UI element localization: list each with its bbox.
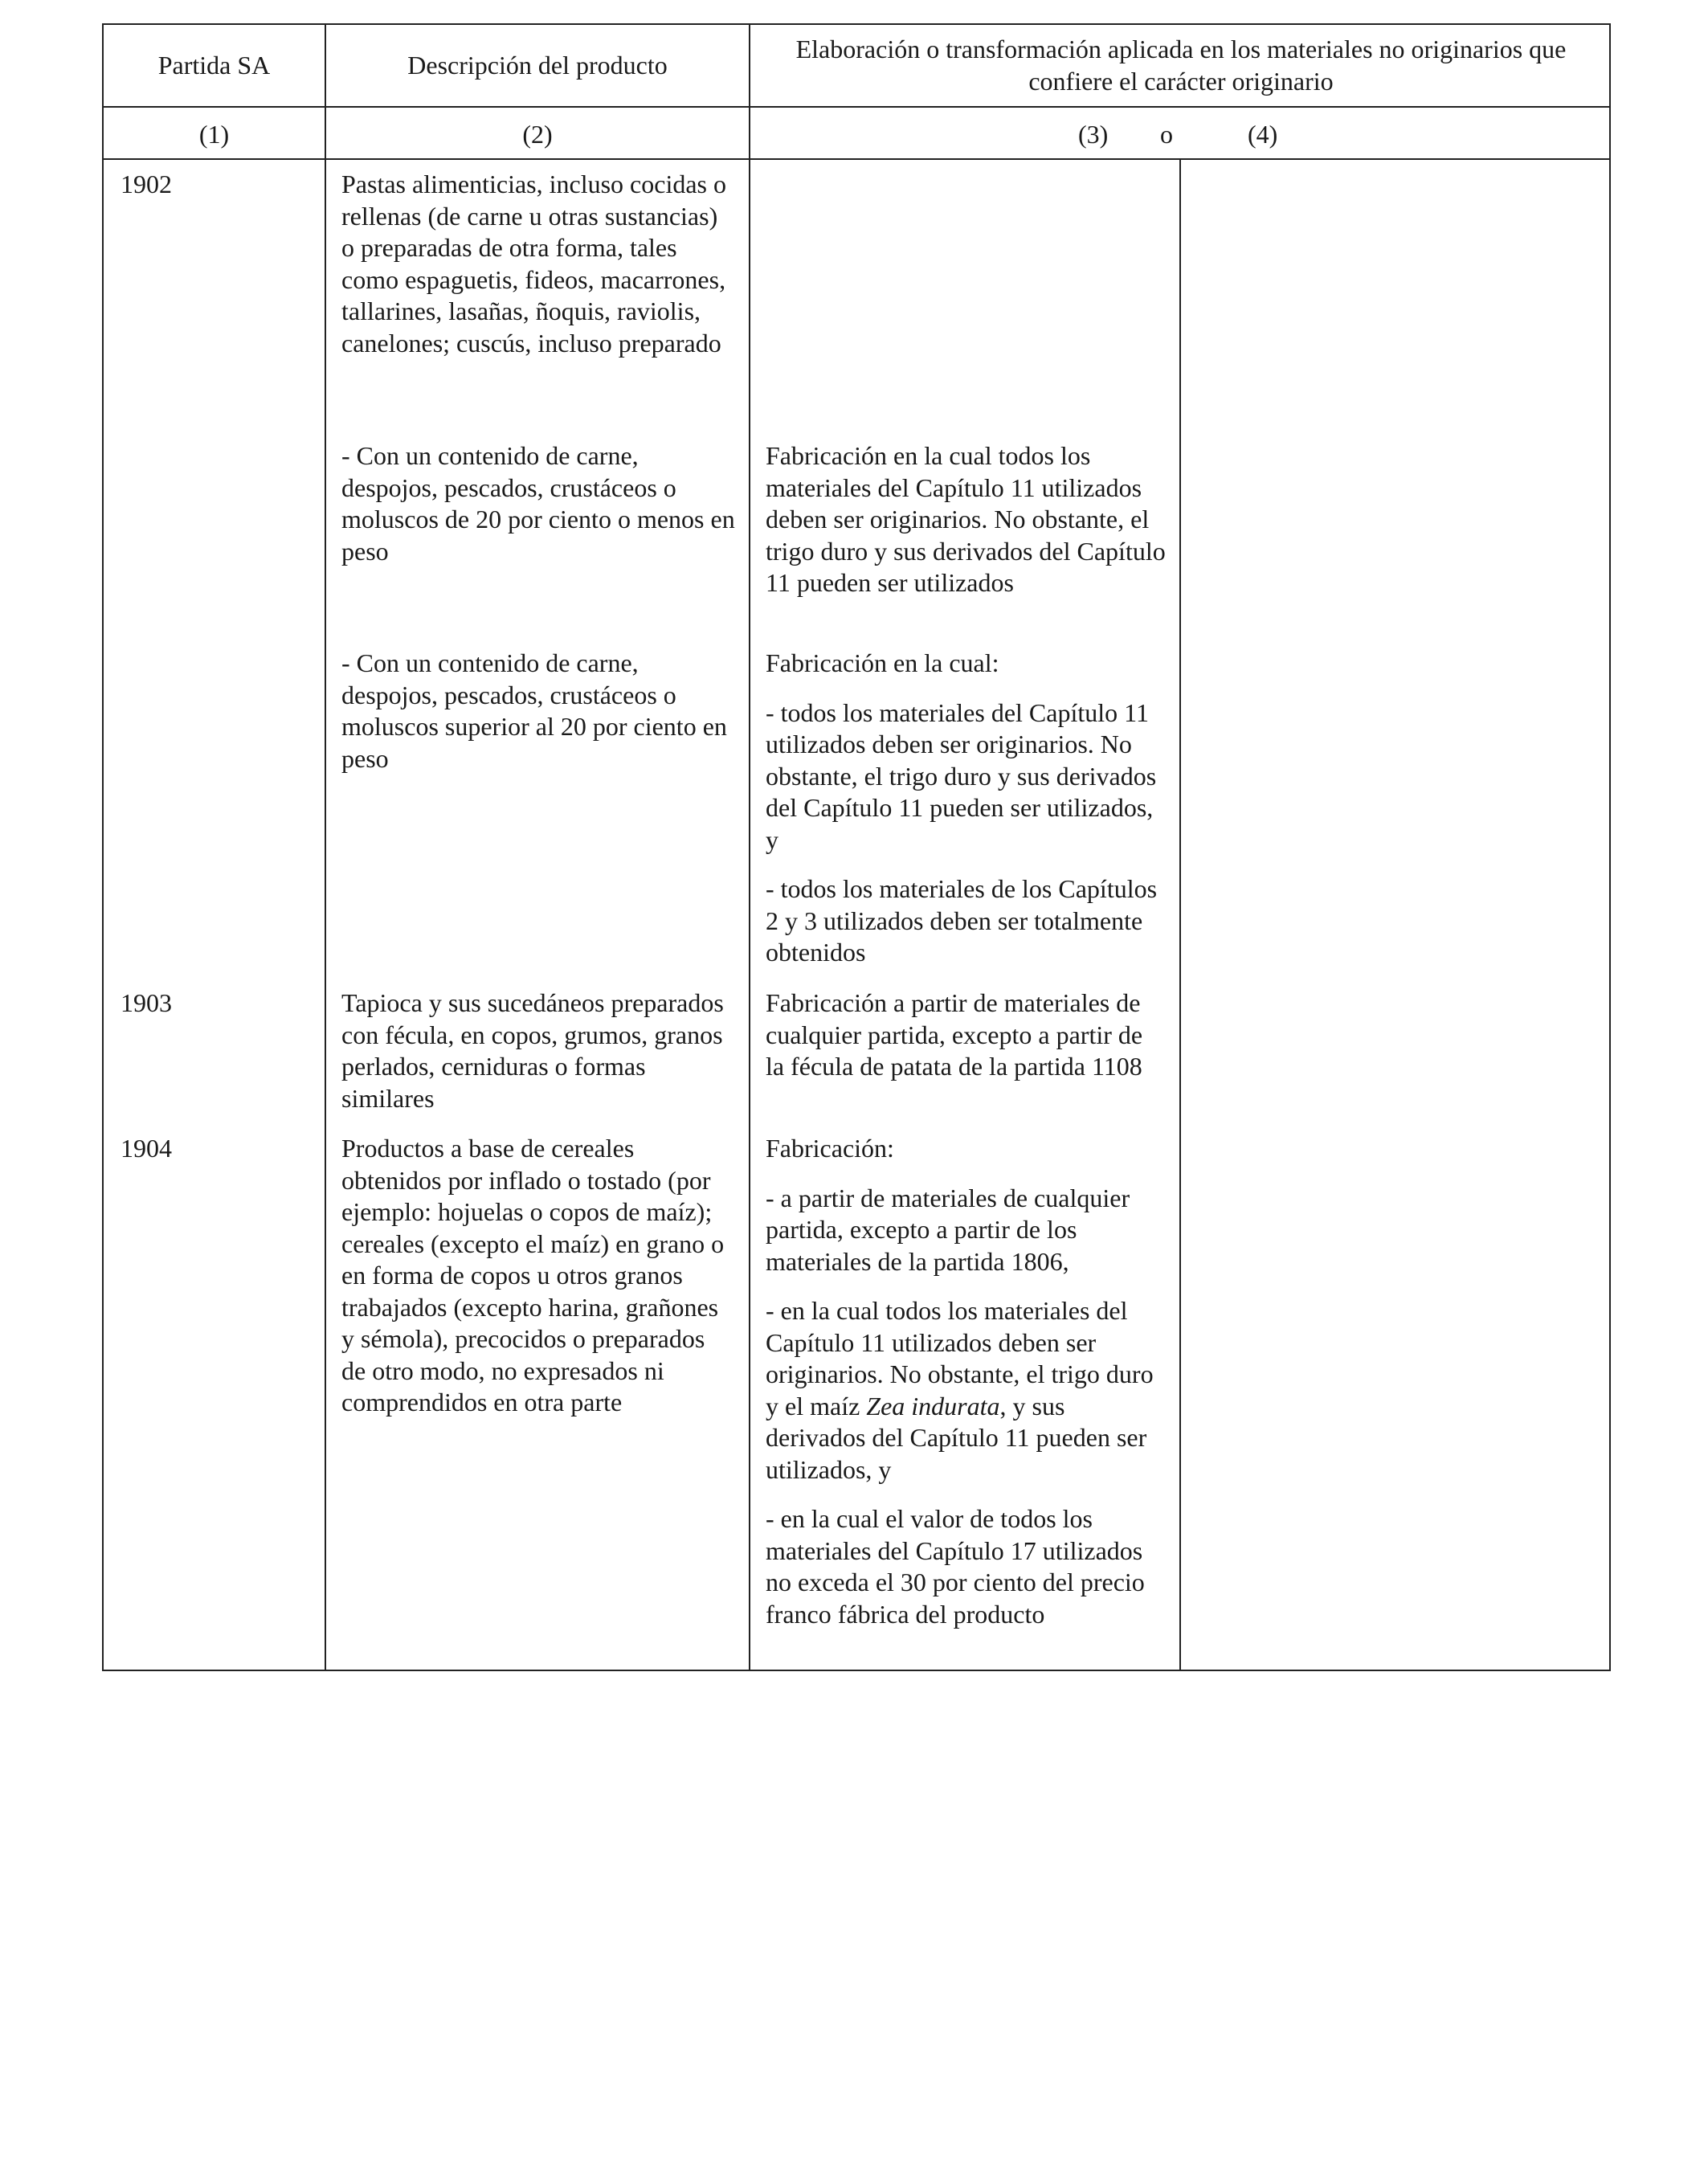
description-1902: Pastas alimenticias, incluso cocidas o rellenas (de carne u otras sustancias) o preparadas de otra forma, tales como espaguetis, fideos, macarrones, tallarines, lasañas, ñoquis, raviolis, canelones; cuscús, incluso preparado (341, 170, 726, 358)
numbering-divider (102, 158, 1611, 160)
rule-paragraph: - a partir de materiales de cualquier partida, excepto a partir de los materiales de la partida 1806, (766, 1183, 1130, 1276)
rule-paragraph: Fabricación en la cual todos los materiales del Capítulo 11 utilizados deben ser originarios. No obstante, el trigo duro y sus derivados del Capítulo 11 pueden ser utilizados (766, 441, 1166, 597)
col-number-1: (1) (198, 120, 230, 149)
rule-text: - en la cual todos los materiales del Capítulo 11 utilizados deben ser originarios. No obstante, el trigo duro y el maíz (766, 1296, 1154, 1421)
rule-1903 (766, 987, 1167, 1083)
rule-1902-sub-1 (766, 440, 1167, 599)
col-divider-1 (325, 23, 326, 1671)
description-1902-sub-2: - Con un contenido de carne, despojos, pescados, crustáceos o moluscos superior al 20 por ciento en peso (341, 648, 727, 773)
col-divider-3 (1179, 158, 1181, 1671)
rule-1904 (766, 1133, 1167, 1630)
hs-code-1903: 1903 (121, 988, 172, 1017)
header-partida-sa: Partida SA (157, 51, 271, 80)
rule-paragraph: Fabricación en la cual: (766, 648, 999, 677)
col-number-3: (3) (1078, 120, 1109, 149)
rule-text: , y sus derivados del Capítulo 11 pueden ser utilizados, y (766, 1391, 1147, 1484)
rule-paragraph: Fabricación a partir de materiales de cualquier partida, excepto a partir de la fécula de patata de la partida 1108 (766, 988, 1143, 1081)
col-divider-2 (749, 23, 750, 1671)
hs-code-1904: 1904 (121, 1134, 172, 1163)
rule-1902-sub-2 (766, 648, 1167, 969)
rule-paragraph: - todos los materiales de los Capítulos 2 y 3 utilizados deben ser totalmente obtenidos (766, 874, 1158, 967)
rule-italic-term: Zea indurata (866, 1391, 1000, 1421)
header-elaboracion: Elaboración o transformación aplicada en los materiales no originarios que confiere el carácter originario (795, 35, 1567, 96)
header-descripcion: Descripción del producto (407, 51, 668, 80)
header-divider (102, 106, 1611, 108)
description-1902-sub-1: - Con un contenido de carne, despojos, pescados, crustáceos o moluscos de 20 por ciento o menos en peso (341, 441, 735, 566)
col-number-or: o (1160, 120, 1173, 149)
rule-paragraph: Fabricación: (766, 1134, 894, 1163)
description-1904: Productos a base de cereales obtenidos por inflado o tostado (por ejemplo: hojuelas o copos de maíz); cereales (excepto el maíz) en grano o en forma de copos u otros granos trabajados (excepto harina, grañones y sémola), precocidos o preparados de otro modo, no expresados ni comprendidos en otra parte (341, 1134, 725, 1416)
col-number-2: (2) (522, 120, 553, 149)
col-number-4: (4) (1248, 120, 1278, 149)
rule-paragraph: - todos los materiales del Capítulo 11 utilizados deben ser originarios. No obstante, el trigo duro y sus derivados del Capítulo 11 pueden ser utilizados, y (766, 697, 1157, 854)
rule-paragraph (766, 1295, 1167, 1486)
hs-code-1902: 1902 (121, 170, 172, 198)
rule-paragraph: - en la cual el valor de todos los materiales del Capítulo 17 utilizados no exceda el 30 por ciento del precio franco fábrica del producto (766, 1504, 1145, 1629)
description-1903: Tapioca y sus sucedáneos preparados con fécula, en copos, grumos, granos perlados, cerniduras o formas similares (341, 988, 724, 1113)
